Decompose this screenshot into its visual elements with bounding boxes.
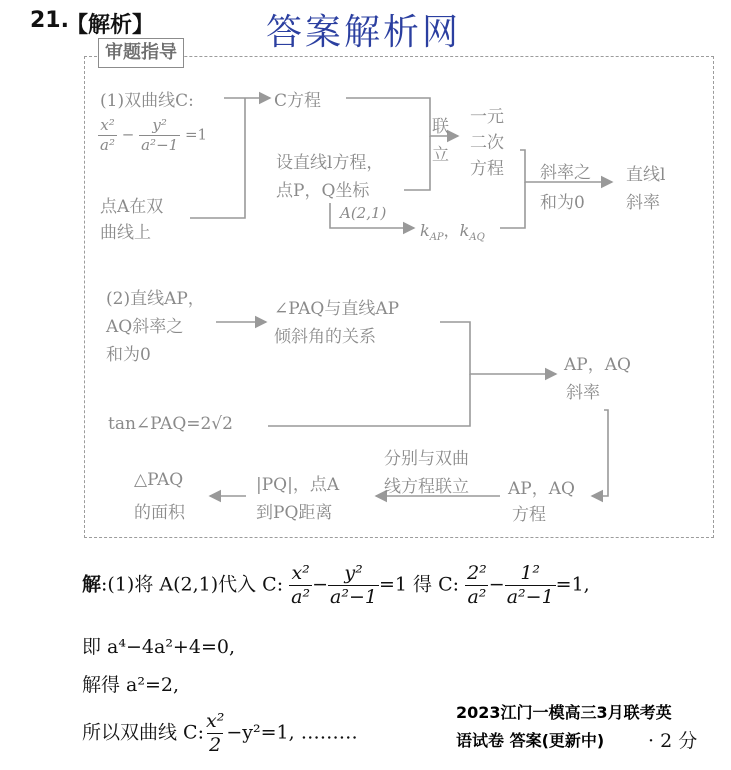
flow-set-line-1: 设直线l方程， (276, 153, 384, 173)
flow-result-2: 斜率 (626, 193, 660, 213)
flow-p2-angle-2: 倾斜角的关系 (274, 327, 376, 347)
flow-quad-3: 方程 (470, 159, 504, 179)
watermark-title: 答案解析网 (266, 12, 462, 53)
flow-p2-apaq-eq-2: 方程 (512, 505, 546, 525)
flow-p2-apaq-eq-1: AP，AQ (508, 479, 575, 499)
flow-p2-slopes-1: AP，AQ (564, 355, 631, 375)
flow-p2-pq-2: 到PQ距离 (256, 503, 333, 523)
solution-line-1: 解:(1)将 A(2,1)代入 C: $\frac{\text{x²}}{\text{a²}}$ − $\frac{\text{y²}}{\text{a²−1}}$ =1 得 C: $\frac{\text{2²}}{\text{a²}}$ − $\frac{\text{1²}}{\text{a²−1}}$ =1, (82, 562, 590, 608)
flow-p2-combine-2: 线方程联立 (384, 477, 469, 497)
solution-score: · 2 分 (648, 730, 698, 752)
section-label: 【解析】 (66, 13, 155, 38)
flow-result-1: 直线l (626, 165, 666, 185)
overlay-exam-title-2: 语试卷 答案(更新中) (456, 728, 604, 751)
flow-a-point: A(2,1) (340, 204, 387, 222)
flow-slope-sum-2: 和为0 (540, 193, 585, 213)
flow-p2-area-1: △PAQ (134, 470, 184, 490)
overlay-exam-title-1: 2023江门一模高三3月联考英 (456, 700, 672, 723)
flow-p2-start-2: AQ斜率之 (106, 317, 184, 337)
solution-line-3: 解得 a²=2, (82, 674, 180, 696)
flow-p2-slopes-2: 斜率 (566, 383, 600, 403)
flow-cond-hyperbola: (1)双曲线C: (100, 91, 194, 111)
solution-line-4: 所以双曲线 C: $\frac{\text{x²}}{2}$ −y²=1, ……… (82, 710, 358, 756)
flow-p2-area-2: 的面积 (134, 503, 185, 523)
solution-line-2: 即 a⁴−4a²+4=0, (82, 636, 235, 658)
flow-c-equation: C方程 (274, 91, 322, 111)
flow-slopes-k: $k_{AP}$，$k_{AQ}$ (420, 221, 485, 244)
flow-p2-angle-1: ∠PAQ与直线AP (274, 299, 400, 319)
flow-lianli-2: 立 (432, 145, 449, 165)
flow-hyperbola-equation: $\frac{\text{x²}}{\text{a²}}$ − $\frac{\text{y²}}{\text{a²−1}}$ =1 (100, 116, 208, 154)
solution-label: 解 (82, 573, 102, 596)
flow-p2-pq-1: |PQ|，点A (256, 475, 340, 495)
flow-set-line-2: 点P，Q坐标 (276, 181, 370, 201)
flow-p2-start-1: (2)直线AP， (106, 289, 205, 309)
flow-point-a-line1: 点A在双 (100, 197, 164, 217)
flow-chart-tag: 审题指导 (98, 38, 184, 68)
question-number: 21. (30, 8, 69, 33)
flow-point-a-line2: 曲线上 (100, 223, 151, 243)
flow-lianli-1: 联 (432, 117, 449, 137)
flow-p2-combine-1: 分别与双曲 (384, 449, 469, 469)
flow-p2-start-3: 和为0 (106, 345, 151, 365)
flow-p2-tan: tan∠PAQ=2√2 (108, 414, 233, 434)
flow-slope-sum-1: 斜率之 (540, 163, 591, 183)
flow-quad-1: 一元 (470, 107, 504, 127)
flow-quad-2: 二次 (470, 133, 504, 153)
